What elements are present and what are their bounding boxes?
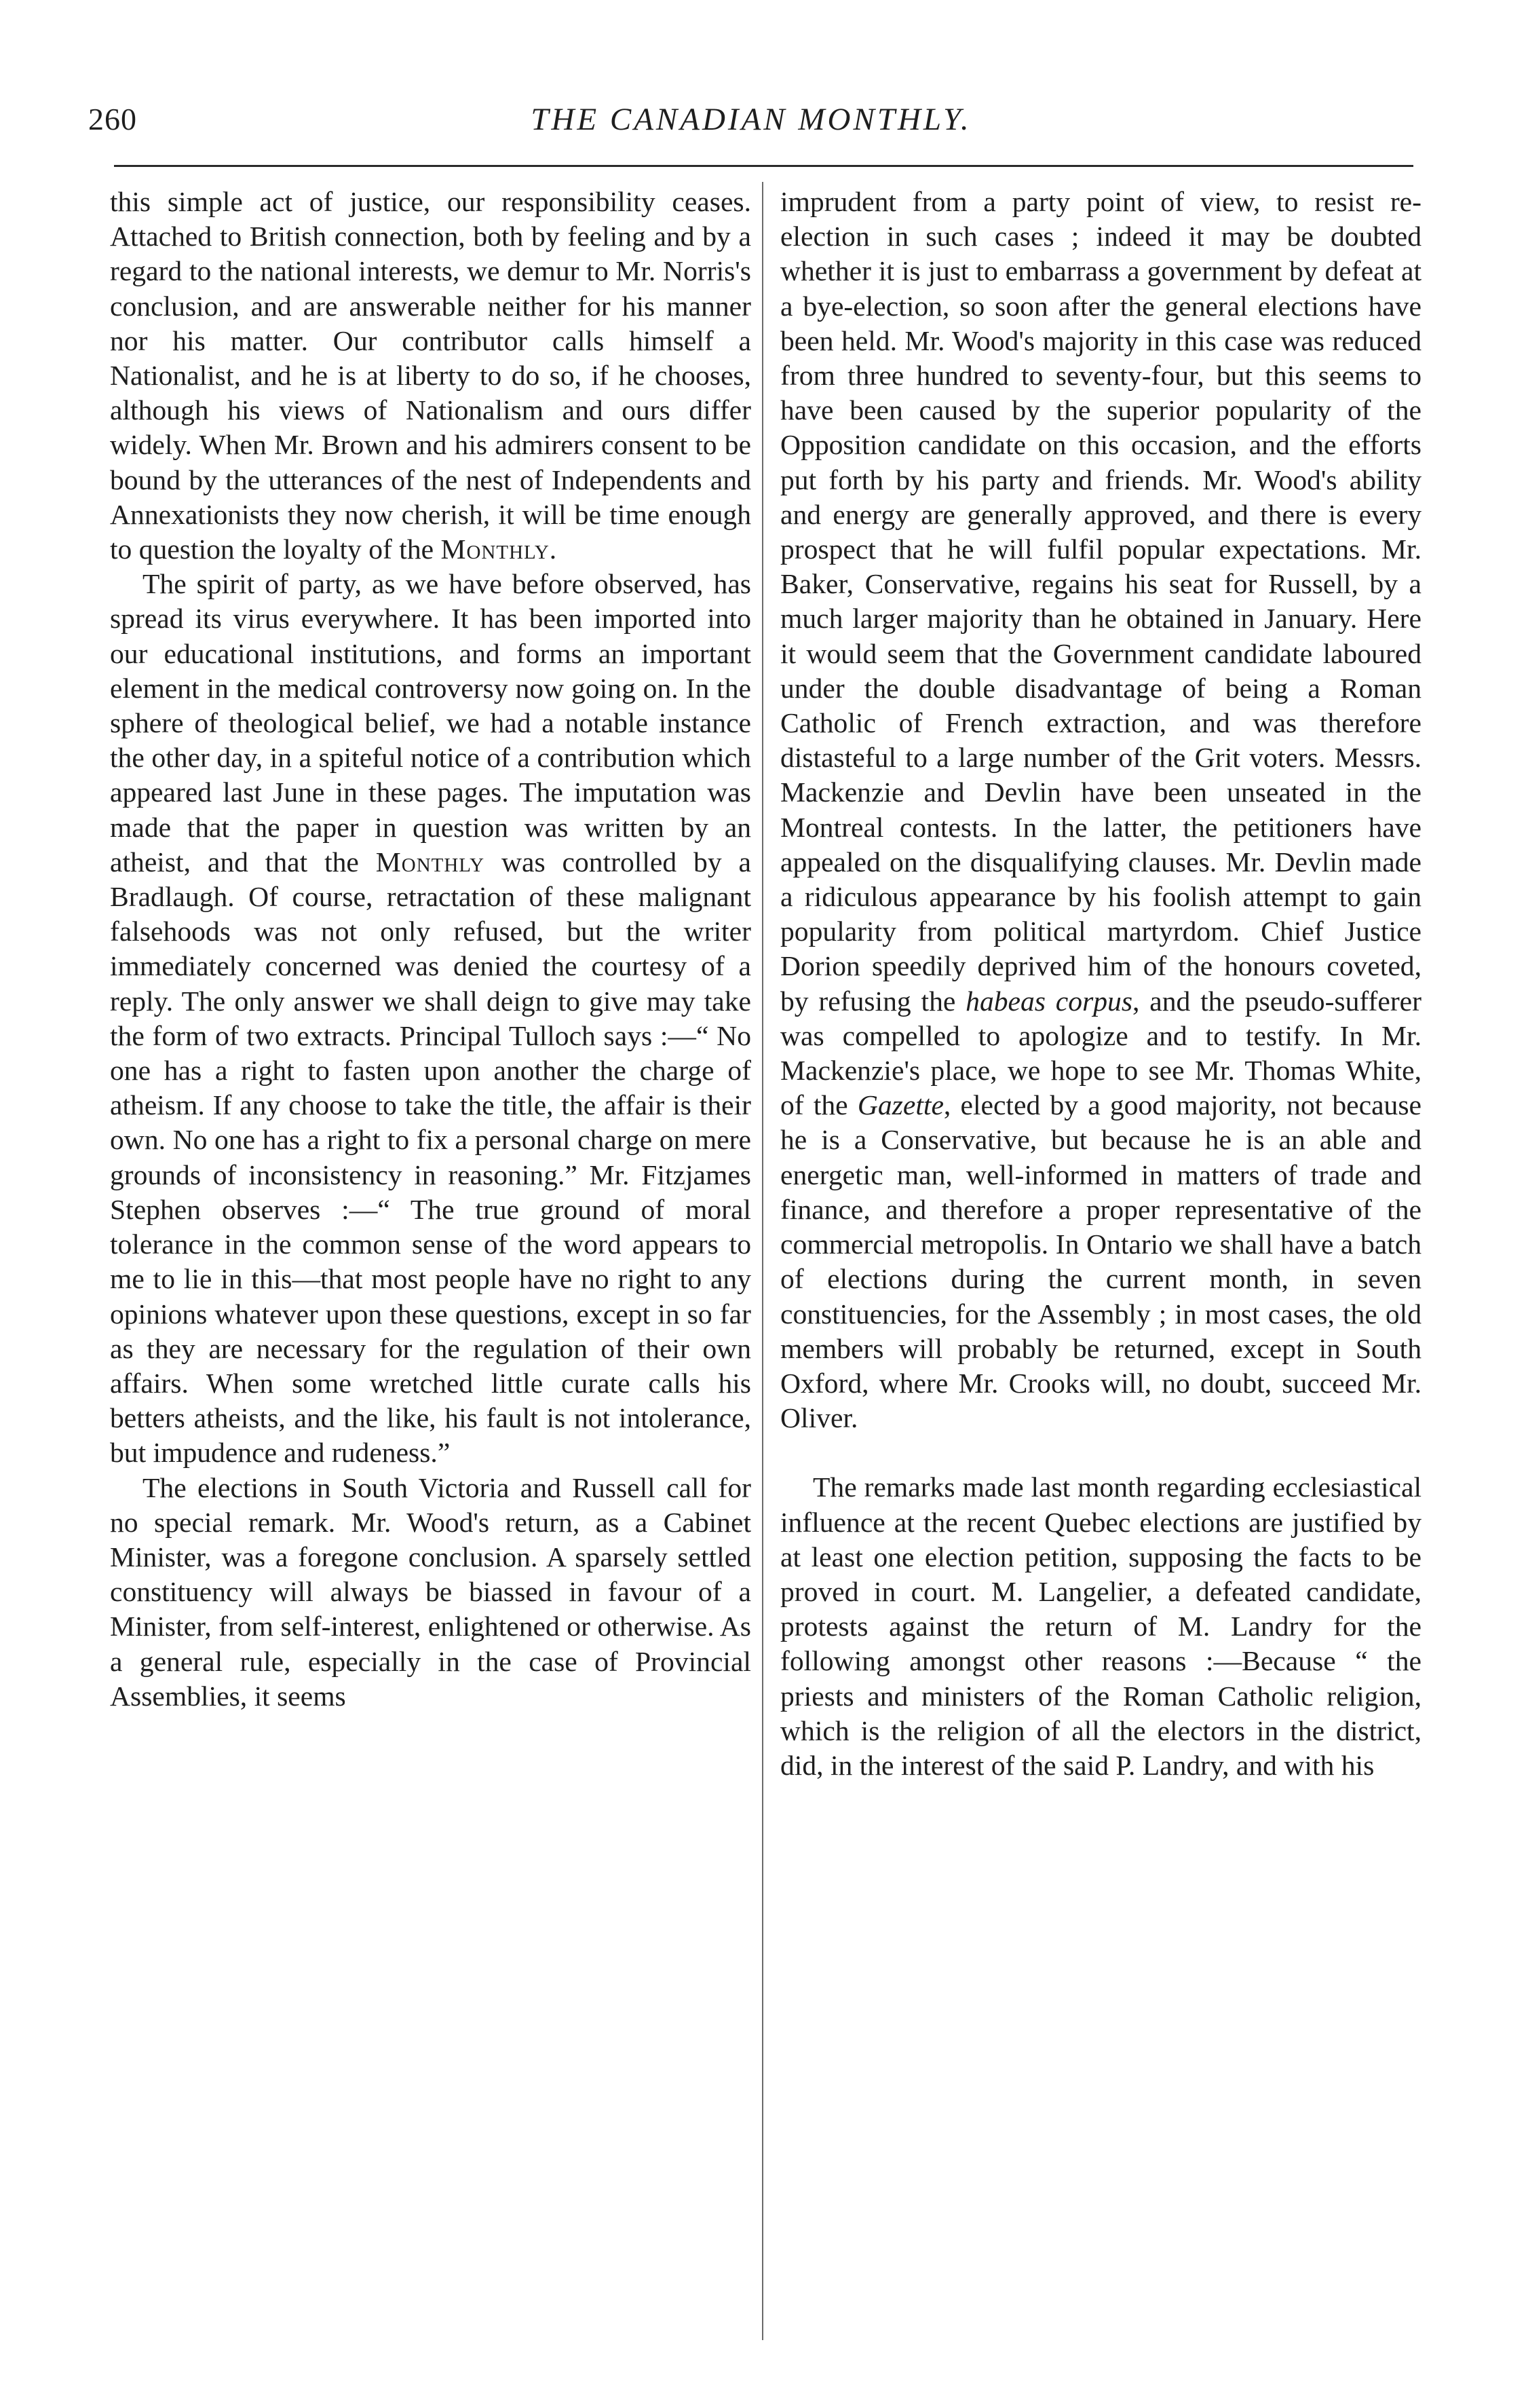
monthly-small-caps: Monthly bbox=[440, 533, 550, 565]
text-run: . bbox=[549, 533, 557, 565]
running-title: THE CANADIAN MONTHLY. bbox=[531, 102, 972, 137]
text-run: imprudent from a party point of view, to resist re-election in such cases ; indeed it may be doubted whether it is just to embarrass a government by defeat at a bye-election, so soon after the general elections have been held. Mr. Wood's majority in this case was reduced from three hundred to seventy-four, but this seems to have been caused by the superior popularity of the Opposition candidate on this occasion, and the efforts put forth by his party and friends. Mr. Wood's ability and energy are generally approved, and there is every prospect that he will fulfil popular expectations. Mr. Baker, Conservative, regains his seat for Russell, by a much larger majority than he obtained in January. Here it would seem that the Government candidate laboured under the double disadvantage of being a Roman Catholic of French extraction, and was therefore distasteful to a large number of the Grit voters. Messrs. Mackenzie and Devlin have been unseated in the Montreal contests. In the latter, the petitioners have appealed on the disqualifying clauses. Mr. Devlin made a ridiculous appearance by his foolish attempt to gain popularity from political martyrdom. Chief Justice Dorion speedily deprived him of the honours coveted, by refusing the bbox=[780, 186, 1422, 1017]
right-column bbox=[780, 185, 1422, 1783]
text-run: The spirit of party, as we have before observed, has spread its virus everywhere. It has been imported into our educational institutions, and forms an important element in the medical controversy now going on. In the sphere of theological belief, we had a notable instance the other day, in a spiteful notice of a contribution which appeared last June in these pages. The imputation was made that the paper in question was written by an atheist, and that the bbox=[110, 568, 751, 878]
text-run: this simple act of justice, our responsibility ceases. Attached to British connection, both by feeling and by a regard to the national interests, we demur to Mr. Norris's conclusion, and are answerable neither for his manner nor his matter. Our contributor calls himself a Nationalist, and he is at liberty to do so, if he chooses, although his views of Nationalism and ours differ widely. When Mr. Brown and his admirers consent to be bound by the utterances of the nest of Independents and Annexationists they now cherish, it will be time enough to question the loyalty of the bbox=[110, 186, 751, 565]
header-rule bbox=[114, 165, 1413, 167]
paragraph-spirit-of-party bbox=[110, 567, 751, 1470]
italic-habeas-corpus: habeas corpus bbox=[966, 985, 1133, 1017]
text-run: , and the pseudo-sufferer was compelled to apologize and to testify. In Mr. Mackenzie's place, we hope to see Mr. Thomas White, of the bbox=[780, 985, 1422, 1121]
page-number: 260 bbox=[88, 102, 137, 136]
italic-gazette: Gazette bbox=[857, 1089, 944, 1121]
paragraph-continuation bbox=[780, 185, 1422, 1435]
paragraph-responsibility bbox=[110, 185, 751, 567]
paragraph-quebec-elections: The remarks made last month regarding ecclesiastical influence at the recent Quebec elections are justified by at least one election petition, supposing the facts to be proved in court. M. Langelier, a defeated candidate, protests against the return of M. Landry for the following amongst other reasons :—Because “ the priests and ministers of the Roman Catholic religion, which is the religion of all the electors in the district, did, in the interest of the said P. Landry, and with his bbox=[780, 1471, 1422, 1781]
text-run: , elected by a good majority, not because he is a Conservative, but because he is an able and energetic man, well-informed in matters of trade and finance, and therefore a proper representative of the commercial metropolis. In Ontario we shall have a batch of elections during the current month, in seven constituencies, for the Assembly ; in most cases, the old members will probably be returned, except in South Oxford, where Mr. Crooks will, no doubt, succeed Mr. Oliver. bbox=[780, 1089, 1422, 1434]
text-run: was controlled by a Bradlaugh. Of course, retractation of these malignant falsehoods was not only refused, but the writer immediately concerned was denied the courtesy of a reply. The only answer we shall deign to give may take the form of two extracts. Principal Tulloch says :—“ No one has a right to fasten upon another the charge of atheism. If any choose to take the title, the affair is their own. No one has a right to fix a personal charge on mere grounds of inconsistency in reasoning.” Mr. Fitzjames Stephen observes :—“ The true ground of moral tolerance in the common sense of the word appears to me to lie in this—that most people have no right to any opinions whatever upon these questions, except in so far as they are necessary for the regulation of their own affairs. When some wretched little curate calls his betters atheists, and the like, his fault is not intolerance, but impudence and rudeness.” bbox=[110, 846, 751, 1469]
page-header bbox=[88, 99, 1414, 147]
paragraph-elections-south-victoria: The elections in South Victoria and Russell call for no special remark. Mr. Wood's return, as a Cabinet Minister, was a foregone conclusion. A sparsely settled constituency will always be biassed in favour of a Minister, from self-interest, enlightened or otherwise. As a general rule, especially in the case of Provincial Assemblies, it seems bbox=[110, 1471, 751, 1712]
column-divider bbox=[762, 182, 763, 2340]
monthly-small-caps: Monthly bbox=[375, 846, 485, 878]
left-column bbox=[110, 185, 751, 1714]
